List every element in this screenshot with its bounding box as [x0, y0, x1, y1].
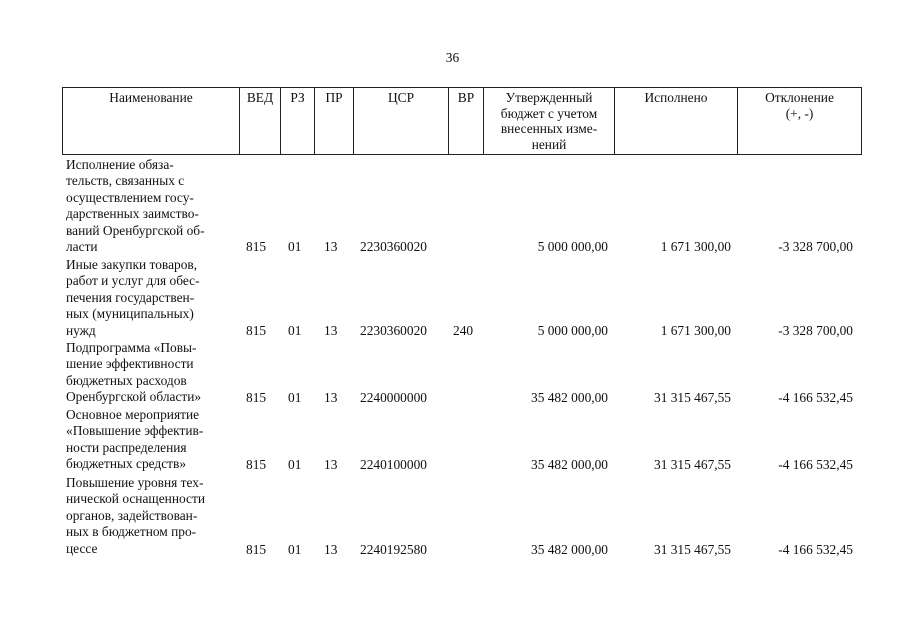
row-name: Иные закупки товаров, работ и услуг для обес- печения государствен- ных (муниципальных) нужд — [66, 257, 200, 338]
row-csr: 2240192580 — [360, 542, 427, 557]
row-ved: 815 — [246, 390, 267, 405]
row-pr: 13 — [324, 323, 338, 338]
row-ved: 815 — [246, 542, 267, 557]
header-name: Наименование — [109, 90, 193, 105]
row-pr: 13 — [324, 239, 338, 254]
row-name: Повышение уровня тех- нической оснащенности органов, задействован- ных в бюджетном про- цессе — [66, 475, 205, 556]
row-ved: 815 — [246, 457, 267, 472]
header-pr: ПР — [325, 90, 343, 105]
header-rz: РЗ — [290, 90, 305, 105]
row-executed: 31 315 467,55 — [654, 390, 731, 405]
header-vr: ВР — [457, 90, 475, 105]
row-csr: 2240000000 — [360, 390, 427, 405]
row-deviation: -3 328 700,00 — [778, 239, 853, 254]
row-rz: 01 — [288, 239, 302, 254]
row-pr: 13 — [324, 390, 338, 405]
header-executed: Исполнено — [644, 90, 708, 105]
row-name: Исполнение обяза- тельств, связанных с осуществлением госу- дарственных заимство- ваний Оренбургской об- ласти — [66, 157, 205, 255]
row-deviation: -4 166 532,45 — [778, 457, 853, 472]
row-deviation: -4 166 532,45 — [778, 390, 853, 405]
row-executed: 31 315 467,55 — [654, 457, 731, 472]
row-rz: 01 — [288, 323, 302, 338]
row-rz: 01 — [288, 390, 302, 405]
row-csr: 2230360020 — [360, 239, 427, 254]
row-pr: 13 — [324, 542, 338, 557]
header-col-divider — [861, 87, 862, 155]
row-executed: 1 671 300,00 — [660, 239, 731, 254]
row-approved: 5 000 000,00 — [537, 323, 608, 338]
header-csr: ЦСР — [387, 90, 415, 105]
row-approved: 35 482 000,00 — [531, 457, 608, 472]
row-executed: 31 315 467,55 — [654, 542, 731, 557]
row-approved: 5 000 000,00 — [537, 239, 608, 254]
page-number: 36 — [445, 50, 460, 65]
header-bottom-border — [62, 154, 862, 155]
header-top-border — [62, 87, 862, 88]
row-approved: 35 482 000,00 — [531, 542, 608, 557]
row-executed: 1 671 300,00 — [660, 323, 731, 338]
row-approved: 35 482 000,00 — [531, 390, 608, 405]
header-approved: Утвержденный бюджет с учетом внесенных изме- нений — [500, 90, 598, 152]
row-rz: 01 — [288, 457, 302, 472]
row-name: Основное мероприятие «Повышение эффектив- ности распределения бюджетных средств» — [66, 407, 204, 472]
row-ved: 815 — [246, 323, 267, 338]
header-ved: ВЕД — [246, 90, 274, 105]
row-csr: 2240100000 — [360, 457, 427, 472]
header-deviation: Отклонение (+, -) — [765, 90, 834, 121]
row-deviation: -4 166 532,45 — [778, 542, 853, 557]
row-vr: 240 — [453, 323, 474, 338]
row-name: Подпрограмма «Повы- шение эффективности бюджетных расходов Оренбургской области» — [66, 340, 202, 405]
row-ved: 815 — [246, 239, 267, 254]
row-pr: 13 — [324, 457, 338, 472]
row-rz: 01 — [288, 542, 302, 557]
row-deviation: -3 328 700,00 — [778, 323, 853, 338]
row-csr: 2230360020 — [360, 323, 427, 338]
